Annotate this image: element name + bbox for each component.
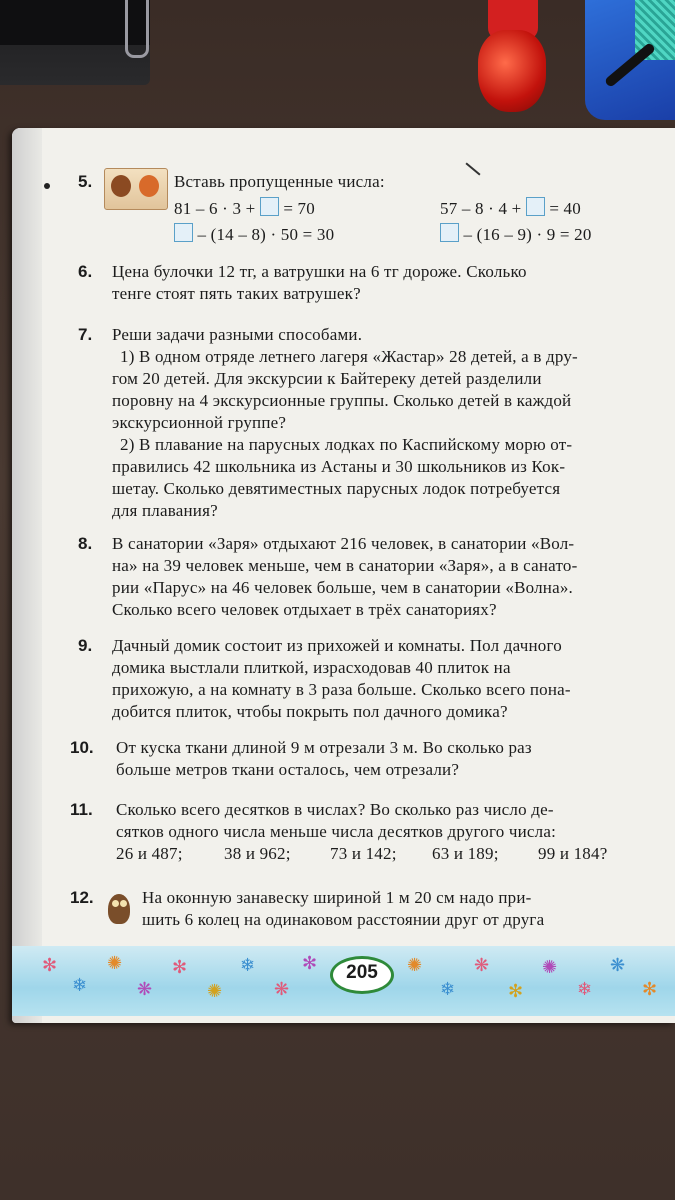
blank-box[interactable] bbox=[174, 223, 193, 242]
snowflake-icon: ✻ bbox=[508, 981, 524, 1001]
expression-part: – (16 – 9) · 9 = 20 bbox=[463, 225, 592, 244]
task-text: рии «Парус» на 46 человек больше, чем в санатории «Волна». bbox=[112, 578, 573, 597]
page-number: 205 bbox=[330, 956, 394, 994]
blank-box[interactable] bbox=[526, 197, 545, 216]
task-text: Дачный домик состоит из прихожей и комнаты. Пол дачного bbox=[112, 636, 562, 655]
blank-box[interactable] bbox=[260, 197, 279, 216]
kid-icon bbox=[111, 175, 131, 197]
task-number: 12. bbox=[70, 888, 94, 907]
expression-part: – (14 – 8) · 50 = 30 bbox=[197, 225, 335, 244]
red-bottle bbox=[470, 0, 560, 115]
snowflake-icon: ✺ bbox=[542, 957, 558, 977]
snowflake-icon: ❋ bbox=[610, 955, 626, 975]
owl-body bbox=[108, 894, 130, 924]
pen-dot bbox=[44, 183, 50, 189]
snowflake-icon: ✻ bbox=[642, 979, 658, 999]
number-pair: 63 и 189; bbox=[432, 844, 499, 863]
owl-eye bbox=[112, 900, 119, 907]
number-pair: 26 и 487; bbox=[116, 844, 183, 863]
expression bbox=[174, 197, 315, 219]
task-text: 1) В одном отряде летнего лагеря «Жастар» 28 детей, а в дру- bbox=[120, 347, 578, 366]
pencil-mark bbox=[465, 162, 480, 175]
task-text: домика выстлали плиткой, израсходовав 40 плиток на bbox=[112, 658, 511, 677]
task-text: Сколько всего человек отдыхает в трёх санаториях? bbox=[112, 600, 497, 619]
snowflake-icon: ❋ bbox=[137, 979, 153, 999]
task-text: правились 42 школьника из Астаны и 30 школьников из Кок- bbox=[112, 457, 566, 476]
snowflake-icon: ❄ bbox=[440, 979, 456, 999]
expression bbox=[440, 197, 581, 219]
snowflake-icon: ✺ bbox=[407, 955, 423, 975]
task-text: для плавания? bbox=[112, 501, 218, 520]
number-pair: 99 и 184? bbox=[538, 844, 608, 863]
expression bbox=[174, 223, 334, 245]
task-text: экскурсионной группе? bbox=[112, 413, 287, 432]
task-text: гом 20 детей. Для экскурсии к Байтереку детей разделили bbox=[112, 369, 542, 388]
snowflake-icon: ❄ bbox=[240, 955, 256, 975]
owl-eye bbox=[120, 900, 127, 907]
task-text: сятков одного числа меньше числа десятков другого числа: bbox=[116, 822, 557, 841]
task-text: 2) В плавание на парусных лодках по Каспийскому морю от- bbox=[120, 435, 573, 454]
textbook-page bbox=[12, 128, 675, 1023]
kids-icon bbox=[104, 168, 168, 210]
expression-part: 57 – 8 · 4 + bbox=[440, 199, 522, 218]
task-text: прихожую, а на комнату в 3 раза больше. Сколько всего пона- bbox=[112, 680, 571, 699]
task-text: шить 6 колец на одинаковом расстоянии друг от друга bbox=[142, 910, 545, 929]
task-text: Реши задачи разными способами. bbox=[112, 325, 363, 344]
snowflake-icon: ✻ bbox=[172, 957, 188, 977]
bottle-body bbox=[478, 30, 546, 112]
expression-part: = 70 bbox=[283, 199, 315, 218]
blank-box[interactable] bbox=[440, 223, 459, 242]
expression-part: = 40 bbox=[549, 199, 581, 218]
task-number: 9. bbox=[78, 636, 93, 655]
number-pair: 38 и 962; bbox=[224, 844, 291, 863]
task-text: От куска ткани длиной 9 м отрезали 3 м. Во сколько раз bbox=[116, 738, 532, 757]
task-text: Сколько всего десятков в числах? Во сколько раз число де- bbox=[116, 800, 554, 819]
task-number: 7. bbox=[78, 325, 93, 344]
task-text: больше метров ткани осталось, чем отрезали? bbox=[116, 760, 460, 779]
task-number: 11. bbox=[70, 800, 93, 819]
number-pair: 73 и 142; bbox=[330, 844, 397, 863]
task-number: 5. bbox=[78, 172, 93, 191]
owl-icon bbox=[106, 888, 132, 928]
task-text: тенге стоят пять таких ватрушек? bbox=[112, 284, 361, 303]
task-number: 6. bbox=[78, 262, 93, 281]
snowflake-icon: ❄ bbox=[577, 979, 593, 999]
snowflake-icon: ✺ bbox=[107, 953, 123, 973]
kid-icon bbox=[139, 175, 159, 197]
task-number: 10. bbox=[70, 738, 94, 757]
task-text: поровну на 4 экскурсионные группы. Сколько детей в каждой bbox=[112, 391, 572, 410]
snowflake-icon: ✻ bbox=[42, 955, 58, 975]
expression bbox=[440, 223, 592, 245]
task-text: На оконную занавеску шириной 1 м 20 см надо при- bbox=[142, 888, 532, 907]
task-text: Цена булочки 12 тг, а ватрушки на 6 тг дороже. Сколько bbox=[112, 262, 527, 281]
task-text: добится плиток, чтобы покрыть пол дачного домика? bbox=[112, 702, 508, 721]
task-text: шетау. Сколько девятиместных парусных лодок потребуется bbox=[112, 479, 561, 498]
snowflake-icon: ❋ bbox=[474, 955, 490, 975]
snowflake-icon: ❋ bbox=[274, 979, 290, 999]
expression-part: 81 – 6 · 3 + bbox=[174, 199, 256, 218]
snowflake-icon: ❄ bbox=[72, 975, 88, 995]
snowflake-icon: ✻ bbox=[302, 953, 318, 973]
page-binding bbox=[12, 128, 42, 1023]
task-number: 8. bbox=[78, 534, 93, 553]
task-text: Вставь пропущенные числа: bbox=[174, 172, 385, 191]
task-text: В санатории «Заря» отдыхают 216 человек, в санатории «Вол- bbox=[112, 534, 575, 553]
paper-clip bbox=[125, 0, 149, 58]
snowflake-icon: ✺ bbox=[207, 981, 223, 1001]
task-text: на» на 39 человек меньше, чем в санатории «Заря», а в санато- bbox=[112, 556, 578, 575]
